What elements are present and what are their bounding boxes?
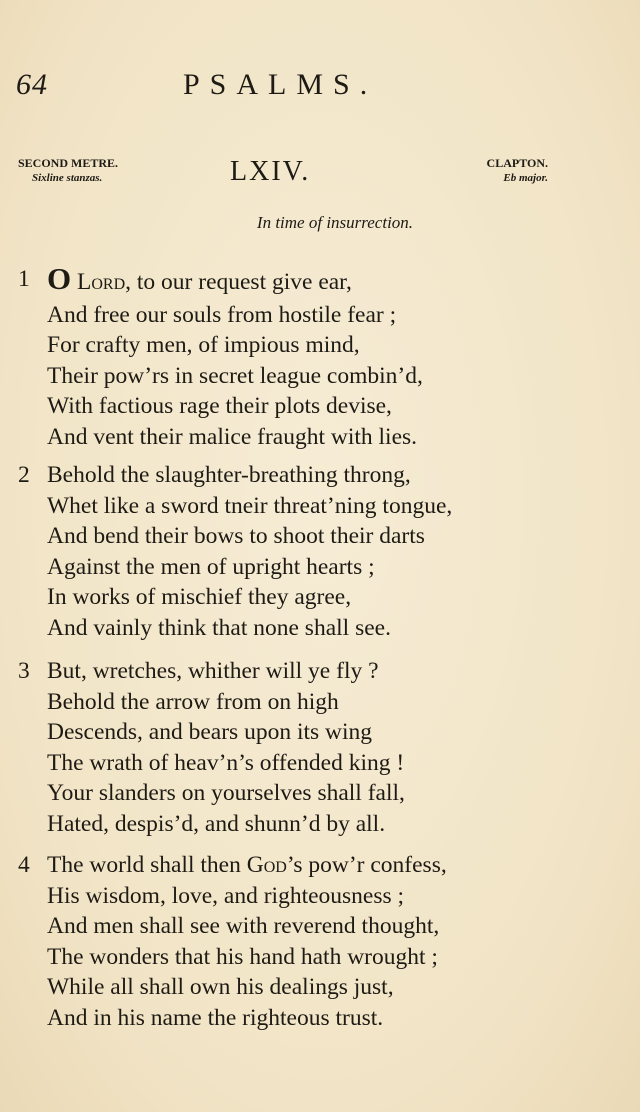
stanza-number: 2: [18, 462, 30, 488]
psalm-subtitle: In time of insurrection.: [256, 213, 414, 232]
stanza-number: 1: [18, 266, 30, 292]
tune-name: CLAPTON.: [486, 156, 548, 170]
stanza-line: Hated, despis’d, and shunn’d by all.: [47, 810, 386, 837]
stanza-line: Behold the arrow from on high: [47, 688, 339, 715]
stanza-line: And in his name the righteous trust.: [47, 1004, 384, 1031]
metre-sub: Sixline stanzas.: [32, 172, 103, 184]
stanza-line: [18, 261, 618, 300]
stanza-2: [18, 460, 618, 643]
stanza-line: The wrath of heav’n’s offended king !: [47, 749, 405, 776]
line-text: , to our request give ear,: [125, 269, 352, 295]
stanza-line: His wisdom, love, and righteousness ;: [47, 882, 405, 909]
stanza-line: And vainly think that none shall see.: [47, 614, 391, 641]
stanza-line: And vent their malice fraught with lies.: [47, 423, 418, 450]
page-number: 64: [16, 68, 48, 101]
stanza-3: [18, 656, 618, 839]
line-text: ’s pow’r confess,: [286, 852, 447, 878]
tune-info: [487, 156, 548, 186]
book-title: PSALMS.: [183, 68, 378, 101]
stanza-line: And men shall see with reverend thought,: [47, 913, 440, 939]
stanza-line: Your slanders on yourselves shall fall,: [47, 780, 405, 806]
small-caps-word: Lord: [77, 269, 126, 295]
stanza-line: In works of mischief they agree,: [47, 584, 352, 610]
psalm-meta: [0, 156, 640, 196]
stanza-line: The wonders that his hand hath wrought ;: [47, 943, 438, 970]
line-text: Behold the slaughter-breathing throng,: [47, 462, 411, 488]
stanza-line: For crafty men, of impious mind,: [47, 332, 360, 358]
stanza-line: While all shall own his dealings just,: [47, 974, 394, 1000]
stanza-1: [18, 261, 618, 452]
stanza-line: With factious rage their plots devise,: [47, 393, 392, 419]
tune-key: Eb major.: [503, 172, 548, 184]
stanza-number: 4: [18, 852, 30, 878]
stanza-line: Whet like a sword tneir threat’ning tongue,: [47, 492, 453, 519]
stanza-number: 3: [18, 658, 30, 684]
stanza-line: [18, 850, 618, 881]
stanza-line: Their pow’rs in secret league combin’d,: [47, 362, 423, 389]
drop-initial: O: [47, 261, 72, 296]
psalm-number: LXIV.: [230, 156, 311, 187]
stanza-line: Descends, and bears upon its wing: [47, 719, 373, 745]
stanza-line: Against the men of upright hearts ;: [47, 553, 375, 580]
stanza-line: And free our souls from hostile fear ;: [47, 301, 397, 328]
line-text: The world shall then: [47, 852, 247, 878]
running-head: [0, 68, 640, 108]
metre-label: SECOND METRE.: [18, 156, 119, 170]
metre-info: [18, 156, 118, 186]
stanza-line: [18, 460, 618, 491]
stanza-line: And bend their bows to shoot their darts: [47, 523, 425, 549]
stanza-4: [18, 850, 618, 1033]
stanza-line: [18, 656, 618, 687]
small-caps-word: God: [246, 852, 287, 878]
line-text: But, wretches, whither will ye fly ?: [47, 658, 379, 684]
